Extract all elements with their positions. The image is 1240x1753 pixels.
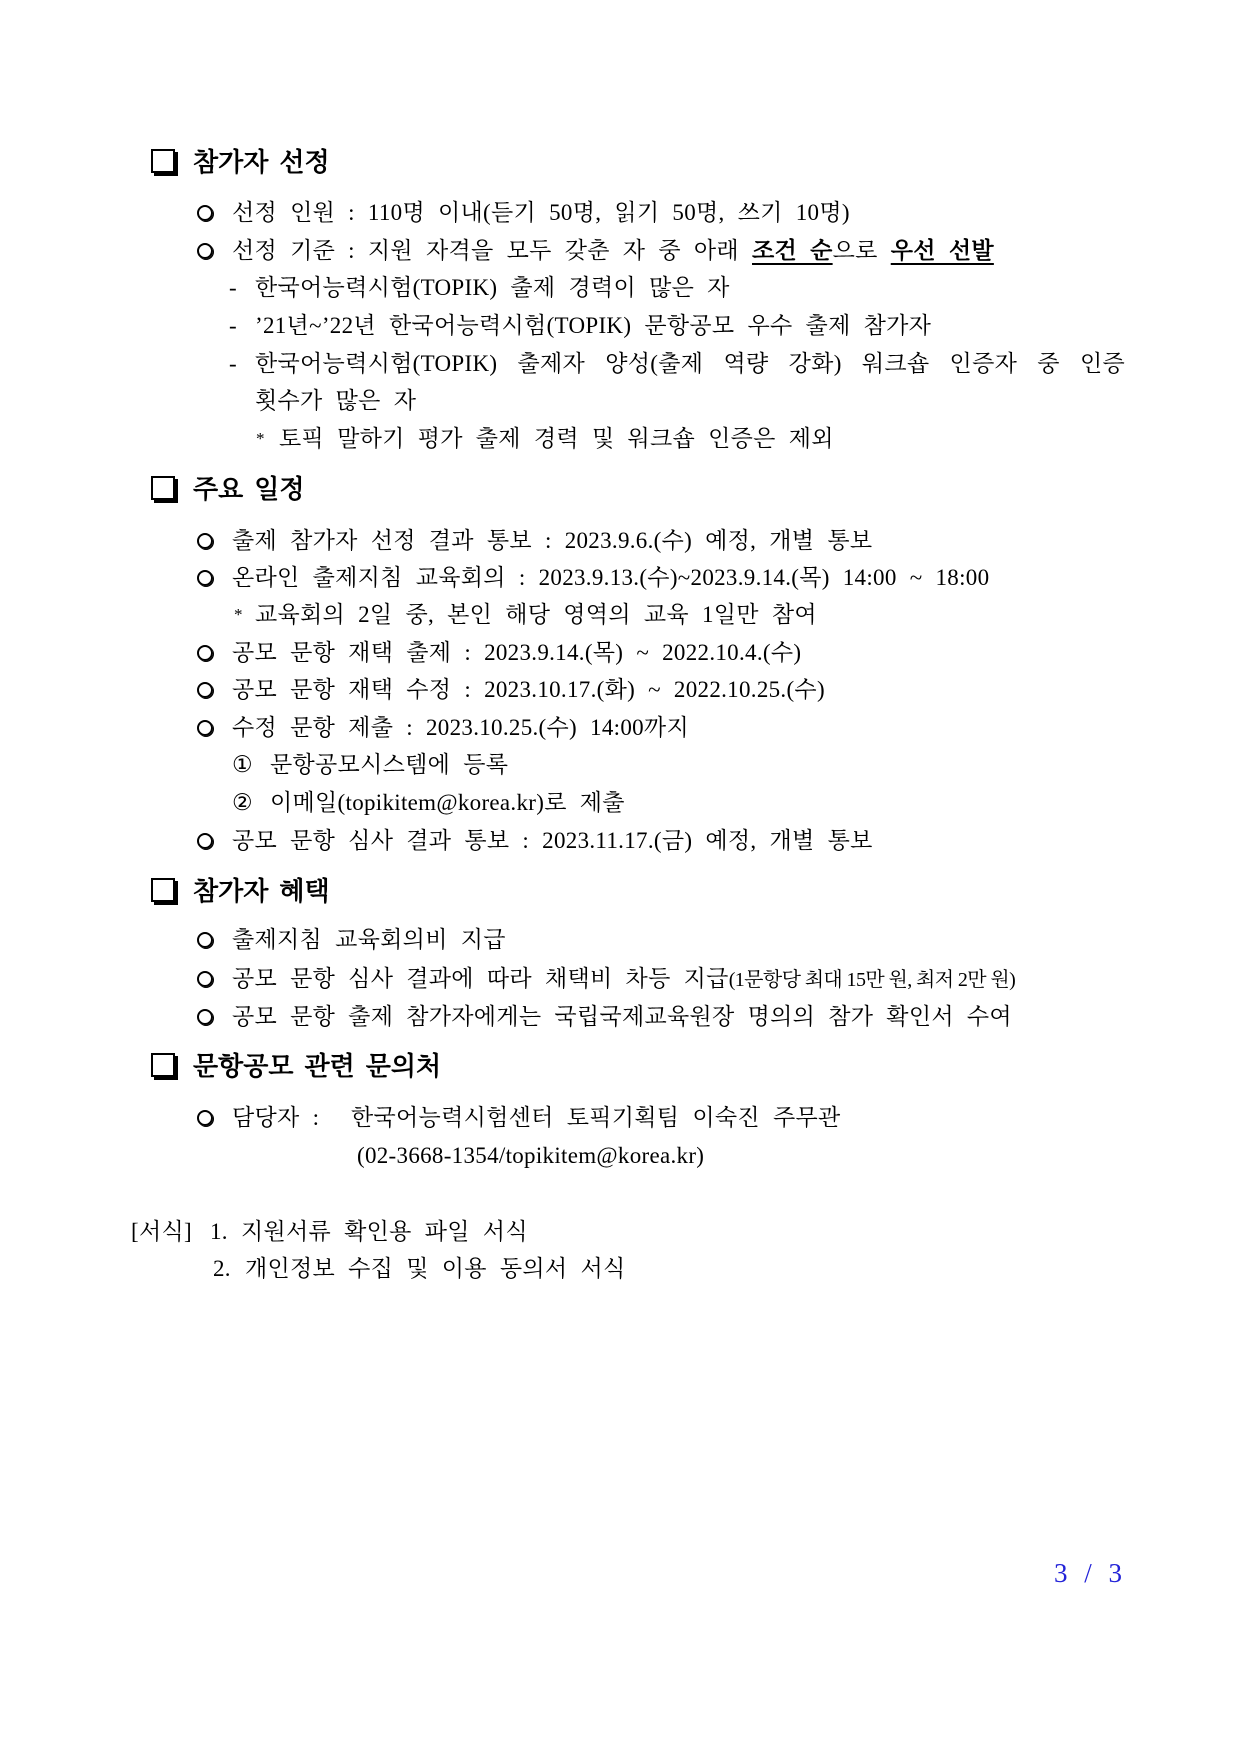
item-text: 선정 인원 : 110명 이내(듣기 50명, 읽기 50명, 쓰기 10명) xyxy=(232,200,850,225)
circled-number-marker: ① xyxy=(232,752,253,777)
sub-item-continuation xyxy=(255,382,416,420)
list-item xyxy=(197,822,873,860)
contact-item xyxy=(197,1099,841,1137)
item-detail: (1문항당 최대 15만 원, 최저 2만 원) xyxy=(728,969,1016,991)
page-number: 3 / 3 xyxy=(1053,1558,1125,1588)
sub-item-text: 한국어능력시험(TOPIK) 출제 경력이 많은 자 xyxy=(255,275,730,300)
sub-list-item xyxy=(229,307,931,345)
form-number: 2. xyxy=(213,1256,231,1281)
section-title: 문항공모 관련 문의처 xyxy=(193,1052,442,1082)
hollow-circle-icon xyxy=(197,1009,213,1025)
square-checkbox-icon xyxy=(151,476,175,500)
sub-list-item xyxy=(232,746,508,784)
item-text: 출제지침 교육회의비 지급 xyxy=(232,927,506,952)
sub-list-item xyxy=(229,269,730,307)
form-item xyxy=(131,1213,528,1251)
item-text: 출제 참가자 선정 결과 통보 : 2023.9.6.(수) 예정, 개별 통보 xyxy=(232,528,873,553)
hollow-circle-icon xyxy=(197,682,213,698)
note-line xyxy=(256,420,834,458)
asterisk-marker: * xyxy=(256,429,265,448)
sub-list-item xyxy=(229,345,1125,383)
list-item xyxy=(197,921,506,959)
section-heading-schedule xyxy=(151,471,305,509)
square-checkbox-icon xyxy=(151,1053,175,1077)
item-text-middle: 으로 xyxy=(832,238,878,263)
note-text: 토픽 말하기 평가 출제 경력 및 워크숍 인증은 제외 xyxy=(279,426,834,451)
form-title: 지원서류 확인용 파일 서식 xyxy=(241,1219,528,1244)
sub-item-text: 횟수가 많은 자 xyxy=(255,388,417,413)
list-item xyxy=(197,559,989,597)
circled-number-marker: ② xyxy=(232,790,253,815)
item-text: 공모 문항 심사 결과 통보 : 2023.11.17.(금) 예정, 개별 통보 xyxy=(232,828,873,853)
list-item xyxy=(197,194,850,232)
hollow-circle-icon xyxy=(197,971,213,987)
contact-details xyxy=(357,1137,704,1175)
form-item xyxy=(213,1250,626,1288)
contact-label: 담당자 : xyxy=(232,1105,320,1130)
hollow-circle-icon xyxy=(197,645,213,661)
section-title: 참가자 혜택 xyxy=(193,877,330,907)
item-text: 선정 기준 : 지원 자격을 모두 갖춘 자 중 아래 xyxy=(232,238,739,263)
note-text: 교육회의 2일 중, 본인 해당 영역의 교육 1일만 참여 xyxy=(255,602,817,627)
note-line xyxy=(234,596,817,634)
section-heading-benefits xyxy=(151,873,330,911)
hollow-circle-icon xyxy=(197,570,213,586)
item-text: 공모 문항 출제 참가자에게는 국립국제교육원장 명의의 참가 확인서 수여 xyxy=(232,1004,1012,1029)
sub-item-text: 이메일(topikitem@korea.kr)로 제출 xyxy=(270,790,625,815)
list-item xyxy=(197,634,801,672)
hollow-circle-icon xyxy=(197,533,213,549)
hollow-circle-icon xyxy=(197,205,213,221)
hollow-circle-icon xyxy=(197,720,213,736)
list-item xyxy=(197,522,872,560)
dash-marker: - xyxy=(229,351,237,376)
square-checkbox-icon xyxy=(151,149,175,173)
asterisk-marker: * xyxy=(234,605,243,624)
section-title: 참가자 선정 xyxy=(193,148,330,178)
list-item xyxy=(197,998,1012,1036)
hollow-circle-icon xyxy=(197,243,213,259)
emphasis-text: 우선 선발 xyxy=(890,238,994,263)
item-text: 공모 문항 재택 수정 : 2023.10.17.(화) ~ 2022.10.25.(수) xyxy=(232,677,825,702)
forms-label: [서식] xyxy=(131,1219,192,1244)
item-text: 온라인 출제지침 교육회의 : 2023.9.13.(수)~2023.9.14.(목) 14:00 ~ 18:00 xyxy=(232,565,990,590)
item-text: 수정 문항 제출 : 2023.10.25.(수) 14:00까지 xyxy=(232,715,689,740)
section-heading-contact xyxy=(151,1048,441,1086)
sub-item-text: 한국어능력시험(TOPIK) 출제자 양성(출제 역량 강화) 워크숍 인증자 중 인증 xyxy=(255,351,1125,376)
list-item xyxy=(197,960,1015,998)
form-number: 1. xyxy=(210,1219,228,1244)
list-item xyxy=(197,232,994,270)
dash-marker: - xyxy=(229,313,237,338)
form-title: 개인정보 수집 및 이용 동의서 서식 xyxy=(245,1256,626,1281)
sub-item-text: 문항공모시스템에 등록 xyxy=(270,752,509,777)
sub-item-text: ’21년~’22년 한국어능력시험(TOPIK) 문항공모 우수 출제 참가자 xyxy=(255,313,932,338)
hollow-circle-icon xyxy=(197,833,213,849)
hollow-circle-icon xyxy=(197,932,213,948)
section-title: 주요 일정 xyxy=(193,475,305,505)
emphasis-text: 조건 순 xyxy=(752,238,833,263)
item-text: 공모 문항 심사 결과에 따라 채택비 차등 지급 xyxy=(232,966,729,991)
contact-person: 한국어능력시험센터 토픽기획팀 이숙진 주무관 xyxy=(351,1105,841,1130)
list-item xyxy=(197,709,689,747)
square-checkbox-icon xyxy=(151,878,175,902)
list-item xyxy=(197,671,825,709)
dash-marker: - xyxy=(229,275,237,300)
section-heading-selection xyxy=(151,144,330,182)
hollow-circle-icon xyxy=(197,1110,213,1126)
item-text: 공모 문항 재택 출제 : 2023.9.14.(목) ~ 2022.10.4.(수) xyxy=(232,640,802,665)
contact-phone-email: (02-3668-1354/topikitem@korea.kr) xyxy=(357,1143,705,1168)
sub-list-item xyxy=(232,784,625,822)
